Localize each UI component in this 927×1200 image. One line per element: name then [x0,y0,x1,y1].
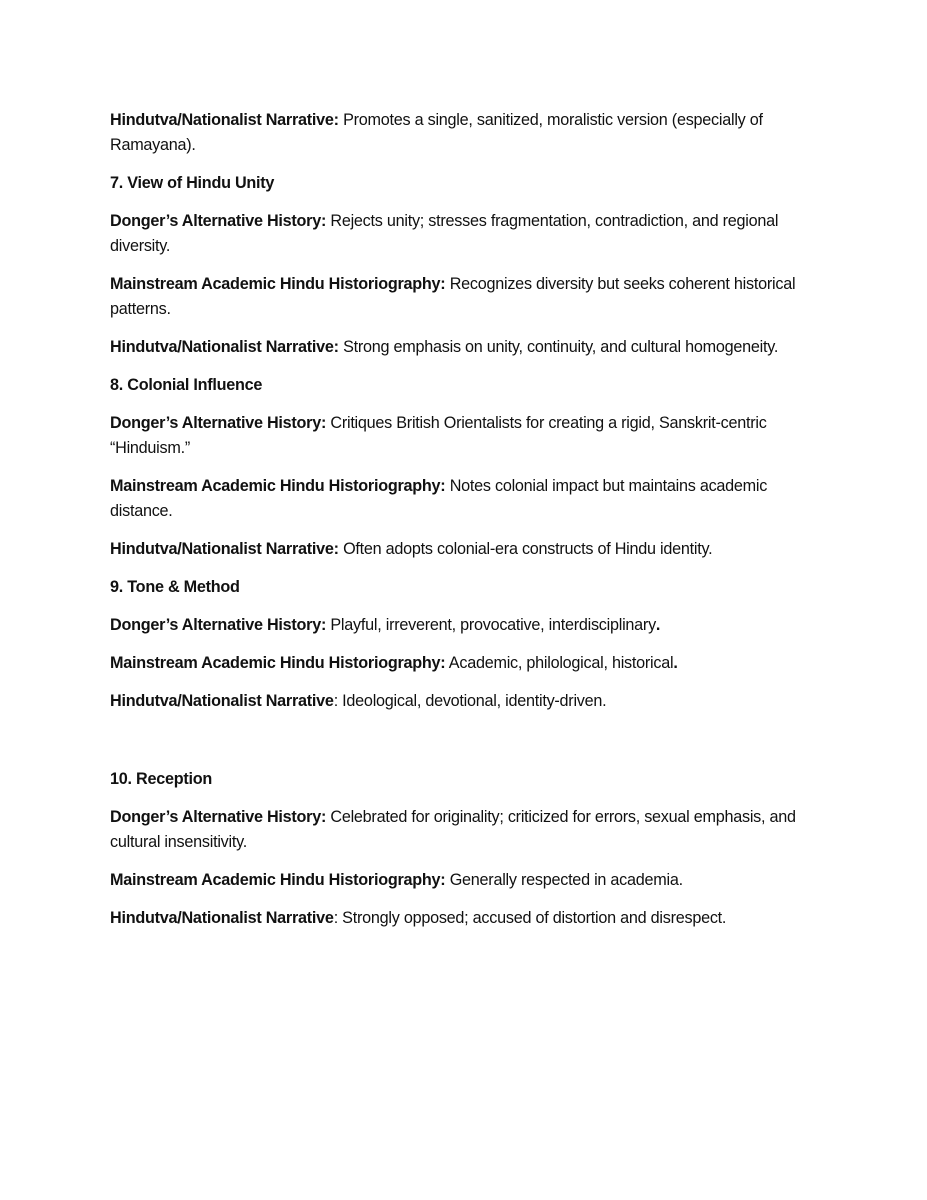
section-heading: 7. View of Hindu Unity [110,174,275,192]
paragraph-text: Celebrated for originality; criticized for errors, sexual emphasis, and cultural insensitivity. [110,808,796,851]
paragraph-text: Promotes a single, sanitized, moralistic version (especially of Ramayana). [110,111,763,154]
hindutva-paragraph [110,335,830,360]
mainstream-paragraph [110,474,830,524]
section-heading: 9. Tone & Method [110,578,240,596]
paragraph-label: Mainstream Academic Hindu Historiography: [110,654,446,672]
donger-paragraph [110,209,830,259]
paragraph-label: Donger’s Alternative History: [110,616,327,634]
paragraph-text: Generally respected in academia. [445,871,683,889]
paragraph-text: Recognizes diversity but seeks coherent historical patterns. [110,275,796,318]
document-page [110,108,830,944]
blank-space [110,727,830,767]
paragraph-end-period: . [655,616,661,634]
paragraph-label: Hindutva/Nationalist Narrative [110,692,334,710]
paragraph-text: Critiques British Orientalists for creating a rigid, Sanskrit-centric “Hinduism.” [110,414,767,457]
paragraph-text: Often adopts colonial-era constructs of Hindu identity. [338,540,713,558]
paragraph-text: Strong emphasis on unity, continuity, and cultural homogeneity. [338,338,779,356]
paragraph-label: Mainstream Academic Hindu Historiography: [110,275,446,293]
paragraph-text: Academic, philological, historical [445,654,674,672]
donger-paragraph [110,805,830,855]
mainstream-paragraph [110,272,830,322]
paragraph-label: Donger’s Alternative History: [110,212,327,230]
hindutva-paragraph [110,906,830,931]
paragraph-label: Hindutva/Nationalist Narrative: [110,540,339,558]
section-heading: 8. Colonial Influence [110,376,263,394]
donger-paragraph [110,613,830,638]
paragraph-label: Donger’s Alternative History: [110,414,327,432]
hindutva-paragraph [110,689,830,714]
paragraph-label: Donger’s Alternative History: [110,808,327,826]
paragraph-label: Hindutva/Nationalist Narrative [110,909,334,927]
paragraph-text: : Strongly opposed; accused of distortion and disrespect. [333,909,727,927]
paragraph-text: Playful, irreverent, provocative, interdisciplinary [326,616,656,634]
paragraph-label: Mainstream Academic Hindu Historiography: [110,477,446,495]
mainstream-paragraph [110,651,830,676]
paragraph-label: Hindutva/Nationalist Narrative: [110,111,339,129]
paragraph-end-period: . [673,654,678,672]
mainstream-paragraph [110,868,830,893]
paragraph-text: Rejects unity; stresses fragmentation, contradiction, and regional diversity. [110,212,779,255]
paragraph-text: : Ideological, devotional, identity-driven. [333,692,607,710]
hindutva-paragraph [110,108,830,158]
hindutva-paragraph [110,537,830,562]
paragraph-text: Notes colonial impact but maintains academic distance. [110,477,768,520]
donger-paragraph [110,411,830,461]
paragraph-label: Hindutva/Nationalist Narrative: [110,338,339,356]
section-heading: 10. Reception [110,770,213,788]
paragraph-label: Mainstream Academic Hindu Historiography: [110,871,446,889]
